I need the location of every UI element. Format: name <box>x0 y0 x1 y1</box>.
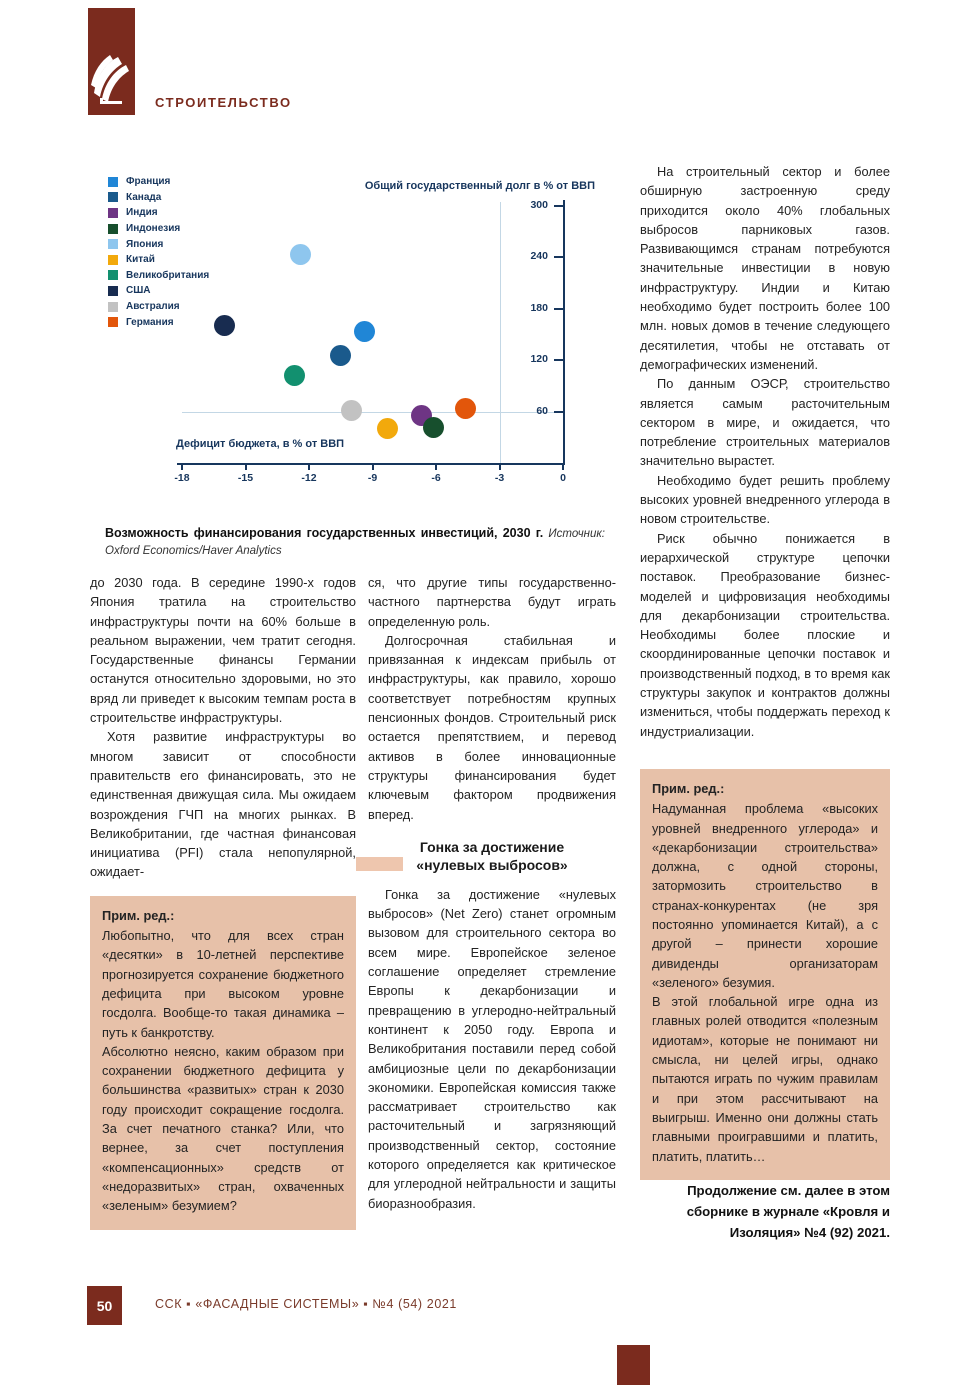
x-tick <box>308 463 310 470</box>
legend-swatch <box>108 302 118 312</box>
x-tick-label: -6 <box>431 472 441 484</box>
section-heading <box>368 838 616 875</box>
legend-label: Япония <box>126 238 164 250</box>
note-paragraph: В этой глобальной игре одна из главных ролей отводится «полезным идиотам», которые не понимают ни смысла, ни целей игры, однако пытаются играть по чужим правилам и при этом рассчитывают на выигрыш. Именно они должны стать главными проигравшими и платить, платить, платить… <box>652 994 878 1164</box>
heading-accent-bar <box>356 857 403 871</box>
y-tick <box>554 308 563 310</box>
bottom-accent-block <box>617 1345 650 1385</box>
note-paragraph: Любопытно, что для всех стран «десятки» в 10-летней перспективе прогнозируется сохранение бюджетного дефицита при высоком уровне госдолга. Вообще-то такая динамика – путь к банкротству. <box>102 928 344 1040</box>
paragraph: На строительный сектор и более обширную застроенную среду приходится около 40% глобальных выбросов парниковых газов. Развивающимся странам потребуются значительные инвестиции в новую инфраструктуру. Индии и Китаю необходимо будет построить более 100 млн. новых домов в течение следующего десятилетия, чтобы не отставать от демографических изменений. <box>640 164 890 372</box>
legend-swatch <box>108 270 118 280</box>
data-point <box>341 400 362 421</box>
legend-item <box>108 174 209 190</box>
y-tick <box>554 256 563 258</box>
legend-swatch <box>108 177 118 187</box>
data-point <box>377 418 398 439</box>
x-tick-label: -3 <box>494 472 505 484</box>
body-column-1 <box>90 573 356 1230</box>
paragraph: Гонка за достижение «нулевых выбросов» (Net Zero) станет огромным вызовом для строительного сектора во всем мире. Европейское зеленое соглашение определяет стремление Европы к декарбонизации и превращению в углеродно-нейтральный континент к 2050 году. Европа и Великобритания поставили перед собой амбициозные цели по декарбонизации экономики. Европейская комиссия также рассматривает строительство как расточительный и загрязняющий производственный сектор, состояние которого определяется как критическое для углеродной нейтральности и защиты биоразнообразия. <box>368 886 616 1211</box>
legend-label: Индия <box>126 207 158 219</box>
legend-swatch <box>108 224 118 234</box>
y-tick-label: 180 <box>530 301 548 314</box>
legend-swatch <box>108 255 118 265</box>
x-tick <box>181 463 183 470</box>
legend-label: Канада <box>126 191 162 203</box>
y-tick-label: 300 <box>530 199 548 211</box>
legend-swatch <box>108 239 118 249</box>
paragraph: Хотя развитие инфраструктуры во многом зависит от способности правительств его финансировать, это не единственная движущая сила. Мы ожидаем возрождения ГЧП на многих рынках. В Великобритании, где частная финансовая инициатива (PFI) стала непопулярной, ожидает- <box>90 729 356 880</box>
note-paragraph: Абсолютно неясно, каким образом при сохранении бюджетного дефицита у большинства «развитых» стран к 2030 году происходит сокращение госдолга. За счет печатного станка? Или, что вернее, за счет поступления «компенсационных» средств от «недоразвитых» стран, охваченных «зеленым» безумием? <box>102 1043 344 1214</box>
x-tick <box>245 463 247 470</box>
caption-source: Источник: Oxford Economics/Haver Analytics <box>105 528 605 557</box>
chart-title: Общий государственный долг в % от ВВП <box>364 180 595 192</box>
legend-label: Великобритания <box>126 269 210 281</box>
data-point <box>330 345 351 366</box>
legend-swatch <box>108 208 118 218</box>
logo-swoosh-icon <box>88 41 135 111</box>
reference-line-horizontal <box>182 412 563 413</box>
note-title: Прим. ред.: <box>102 907 175 923</box>
note-paragraph: Надуманная проблема «высоких уровней внедренного углерода» и «декарбонизации строительства» должна, с одной стороны, затормозить строительство в странах-конкурентах (не зря постоянно упоминается Китай), а с другой – принести хорошие дивиденды организаторам «зеленого» безумия. <box>652 801 878 990</box>
y-tick-label: 120 <box>530 353 548 366</box>
editor-note-box-2 <box>640 769 890 1180</box>
section-label: СТРОИТЕЛЬСТВО <box>155 95 292 110</box>
x-tick-label: -12 <box>301 472 317 484</box>
publisher-logo <box>88 8 135 115</box>
y-tick <box>554 205 563 207</box>
footer-text: ССК ▪ «ФАСАДНЫЕ СИСТЕМЫ» ▪ №4 (54) 2021 <box>155 1297 457 1311</box>
x-tick <box>562 463 564 470</box>
heading-line-1: Гонка за достижение <box>419 838 565 855</box>
data-point <box>354 321 375 342</box>
data-point <box>214 315 235 336</box>
paragraph: Необходимо будет решить проблему высоких уровней внедренного углерода в новом строительстве. <box>640 472 890 527</box>
chart-caption <box>105 525 605 559</box>
x-tick-label: -18 <box>174 472 190 484</box>
x-tick <box>499 463 501 470</box>
data-point <box>284 365 305 386</box>
note-title: Прим. ред.: <box>652 780 725 796</box>
paragraph: Долгосрочная стабильная и привязанная к индексам прибыль от инфраструктуры, как правило, хорошо соответствует потребностям крупных пенсионных фондов. Строительный риск остается препятствием, и перевод активов в более инновационные структуры финансирования будет ключевым фактором продвижения вперед. <box>368 632 616 822</box>
page-number-badge: 50 <box>87 1286 122 1325</box>
x-tick <box>372 463 374 470</box>
x-tick-label: -9 <box>367 472 378 484</box>
caption-title: Возможность финансирования государственных инвестиций, 2030 г. <box>105 526 544 540</box>
paragraph: По данным ОЭСР, строительство является самым расточительным сектором в мире, и ожидается, что потребление строительных материалов значительно вырастет. <box>640 376 890 469</box>
legend-item <box>108 190 209 206</box>
paragraph: Риск обычно понижается в иерархической структуре цепочки поставок. Преобразование бизнес-моделей и цифровизация необходимы для декарбонизации строительства. Необходимы более плоские и скоординированные цепочки поставок и производственный подход, в то время как структуры закупок и контрактов должны измениться, чтобы поддержать переход к индустриализации. <box>640 530 890 739</box>
editor-note-box-1 <box>90 896 356 1230</box>
legend-label: Германия <box>126 316 174 328</box>
legend-label: США <box>126 285 151 297</box>
heading-line-2: «нулевых выбросов» <box>416 857 568 874</box>
body-column-2 <box>368 573 616 1213</box>
body-column-3 <box>640 162 890 1243</box>
x-tick-label: -15 <box>237 472 254 484</box>
legend-label: Франция <box>126 176 171 188</box>
x-tick <box>435 463 437 470</box>
data-point <box>423 417 444 438</box>
data-point <box>455 398 476 419</box>
x-axis-line <box>177 463 564 465</box>
scatter-chart <box>105 168 597 490</box>
legend-label: Индонезия <box>126 223 181 235</box>
y-tick <box>554 411 563 413</box>
legend-label: Австралия <box>126 301 180 313</box>
legend-label: Китай <box>126 254 155 266</box>
paragraph: до 2030 года. В середине 1990-х годов Япония тратила на строительство инфраструктуры почти на 60% больше в реальном выражении, чем тратит сегодня. Государственные финансы Германии останутся относительно здоровыми, но это вряд ли приведет к высоким темпам роста в строительстве инфраструктуры. <box>90 575 356 726</box>
x-tick-label: 0 <box>560 472 566 484</box>
legend-swatch <box>108 192 118 202</box>
x-axis-label: Дефицит бюджета, в % от ВВП <box>176 438 345 450</box>
plot-area <box>174 199 566 484</box>
reference-line-vertical <box>500 202 501 463</box>
paragraph: ся, что другие типы государственно-частного партнерства будут играть определенную роль. <box>368 575 616 629</box>
y-tick <box>554 359 563 361</box>
continuation-note: Продолжение см. далее в этом сборнике в журнале «Кровля и Изоляция» №4 (92) 2021. <box>686 1182 890 1240</box>
y-tick-label: 60 <box>536 404 548 417</box>
legend-swatch <box>108 286 118 296</box>
legend-swatch <box>108 317 118 327</box>
y-axis-line <box>563 200 565 465</box>
data-point <box>290 244 311 265</box>
y-tick-label: 240 <box>530 250 548 263</box>
